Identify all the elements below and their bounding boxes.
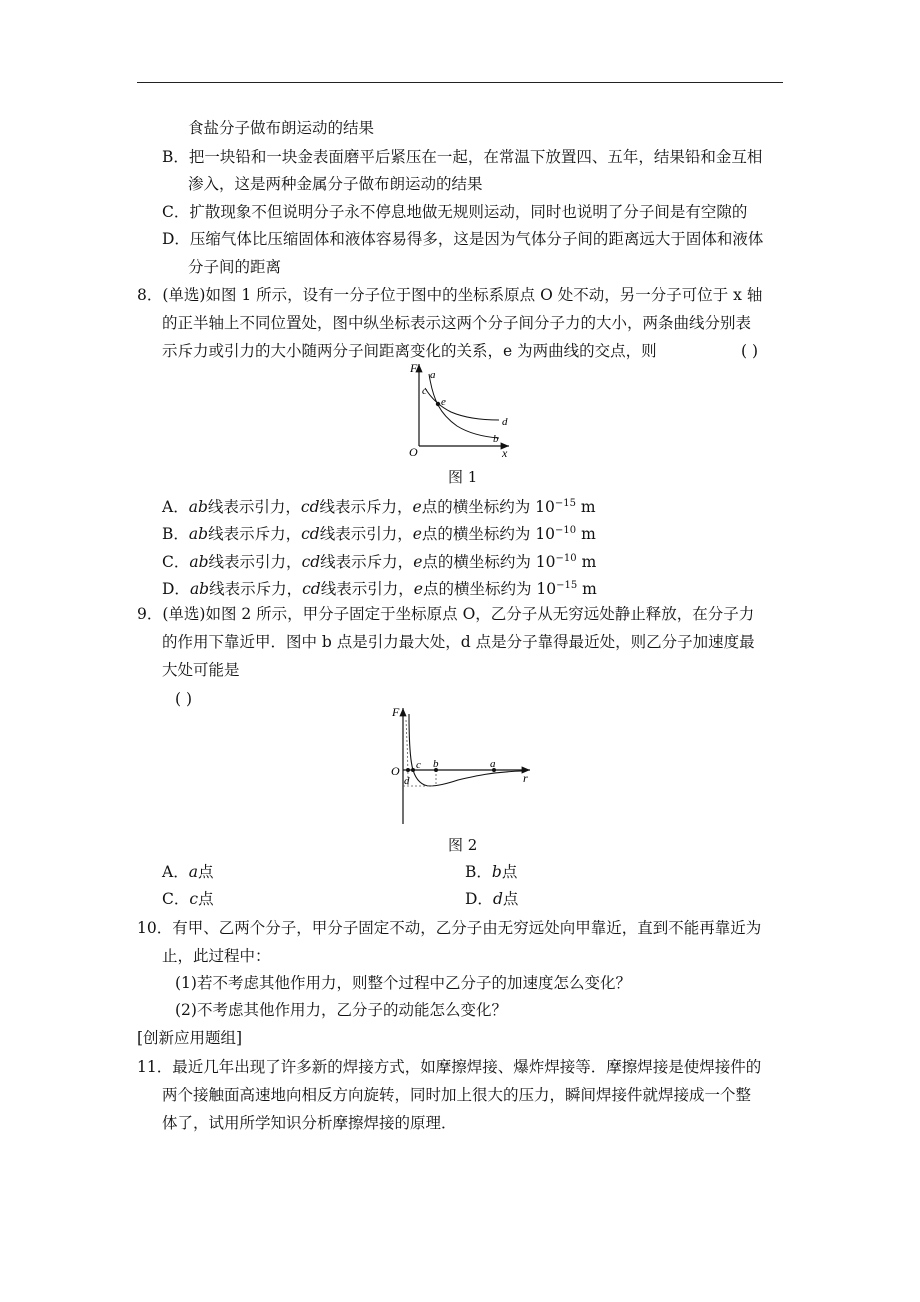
- figure-2-caption: 图 2: [448, 836, 478, 854]
- q8-stem-line1: 8．(单选)如图 1 所示，设有一分子位于图中的坐标系原点 O 处不动，另一分子可位于 x 轴: [137, 286, 763, 304]
- q8-stem-line2: 的正半轴上不同位置处，图中纵坐标表示这两个分子间分子力的大小，两条曲线分别表: [162, 314, 752, 332]
- section-heading: [创新应用题组]: [137, 1029, 243, 1047]
- fig1-label-a: a: [430, 369, 436, 381]
- q11-stem-line1: 11．最近几年出现了许多新的焊接方式，如摩擦焊接、爆炸焊接等．摩擦焊接是使焊接件的: [137, 1058, 762, 1076]
- q9-option-b: B．b点: [465, 863, 518, 881]
- q7-option-b-continuation: 渗入，这是两种金属分子做布朗运动的结果: [188, 175, 483, 193]
- q10-sub-2: (2)不考虑其他作用力，乙分子的动能怎么变化？: [175, 1001, 507, 1019]
- q8-option-d: D．ab线表示斥力，cd线表示引力，e点的横坐标约为 $10^{-15}$ m: [162, 580, 597, 599]
- q11-stem-line3: 体了，试用所学知识分析摩擦焊接的原理．: [162, 1114, 457, 1132]
- fig1-label-b: b: [493, 433, 499, 445]
- q9-stem-line3: 大处可能是: [162, 661, 240, 679]
- q9-option-a: A．a点: [162, 863, 214, 881]
- figure-1-caption: 图 1: [448, 468, 478, 486]
- q7-option-d-continuation: 分子间的距离: [188, 258, 282, 276]
- q9-answer-bracket: ( ): [175, 690, 193, 708]
- q9-stem-line1: 9．(单选)如图 2 所示，甲分子固定于坐标原点 O，乙分子从无穷远处静止释放，在分子力: [137, 605, 755, 623]
- fig1-label-x: x: [502, 446, 508, 460]
- fig2-label-F: F: [392, 705, 400, 719]
- q8-option-b: B．ab线表示斥力，cd线表示引力，e点的横坐标约为 $10^{-10}$ m: [162, 525, 596, 544]
- q9-option-d: D．d点: [465, 890, 519, 908]
- fig2-point-c: [411, 768, 415, 772]
- q11-stem-line2: 两个接触面高速地向相反方向旋转，同时加上很大的压力，瞬间焊接件就焊接成一个整: [162, 1086, 752, 1104]
- q8-answer-bracket: ( ): [741, 342, 759, 360]
- fig1-label-F: F: [410, 361, 418, 375]
- fig1-label-O: O: [409, 445, 418, 459]
- q9-option-c: C．c点: [162, 890, 214, 908]
- fig2-label-b: b: [433, 758, 439, 770]
- fig2-label-r: r: [523, 771, 528, 785]
- q8-stem-line3: 示斥力或引力的大小随两分子间距离变化的关系，e 为两曲线的交点，则: [162, 342, 657, 360]
- fig1-label-c: c: [422, 385, 427, 397]
- fig2-force-curve: [409, 714, 522, 786]
- fig1-label-d: d: [502, 416, 508, 428]
- fig2-label-O: O: [391, 764, 400, 778]
- q8-option-c: C．ab线表示引力，cd线表示斥力，e点的横坐标约为 $10^{-10}$ m: [162, 553, 597, 572]
- q7-option-c: C．扩散现象不但说明分子永不停息地做无规则运动，同时也说明了分子间是有空隙的: [162, 203, 748, 221]
- q10-stem-line1: 10．有甲、乙两个分子，甲分子固定不动，乙分子由无穷远处向甲靠近，直到不能再靠近为: [137, 919, 762, 937]
- fig2-label-a: a: [490, 758, 496, 770]
- q9-stem-line2: 的作用下靠近甲．图中 b 点是引力最大处，d 点是分子靠得最近处，则乙分子加速度最: [162, 633, 755, 651]
- figure-2: [380, 702, 540, 828]
- q7-option-b: B．把一块铅和一块金表面磨平后紧压在一起，在常温下放置四、五年，结果铅和金互相: [162, 148, 763, 166]
- fig1-point-e: [436, 402, 440, 406]
- q8-option-a: A．ab线表示引力，cd线表示斥力，e点的横坐标约为 $10^{-15}$ m: [162, 498, 596, 517]
- header-rule: [137, 82, 783, 83]
- fig1-label-e: e: [441, 396, 446, 408]
- fig2-point-d: [406, 768, 410, 772]
- q7-option-d: D．压缩气体比压缩固体和液体容易得多，这是因为气体分子间的距离远大于固体和液体: [162, 230, 764, 248]
- fig1-curve-ab: [429, 374, 499, 438]
- q10-stem-line2: 止，此过程中：: [162, 947, 271, 965]
- fig2-label-c: c: [416, 759, 421, 771]
- q7-option-a-continuation: 食盐分子做布朗运动的结果: [188, 119, 375, 137]
- figure-1: [395, 358, 525, 460]
- q10-sub-1: (1)若不考虑其他作用力，则整个过程中乙分子的加速度怎么变化？: [175, 974, 631, 992]
- fig2-label-d: d: [404, 775, 410, 787]
